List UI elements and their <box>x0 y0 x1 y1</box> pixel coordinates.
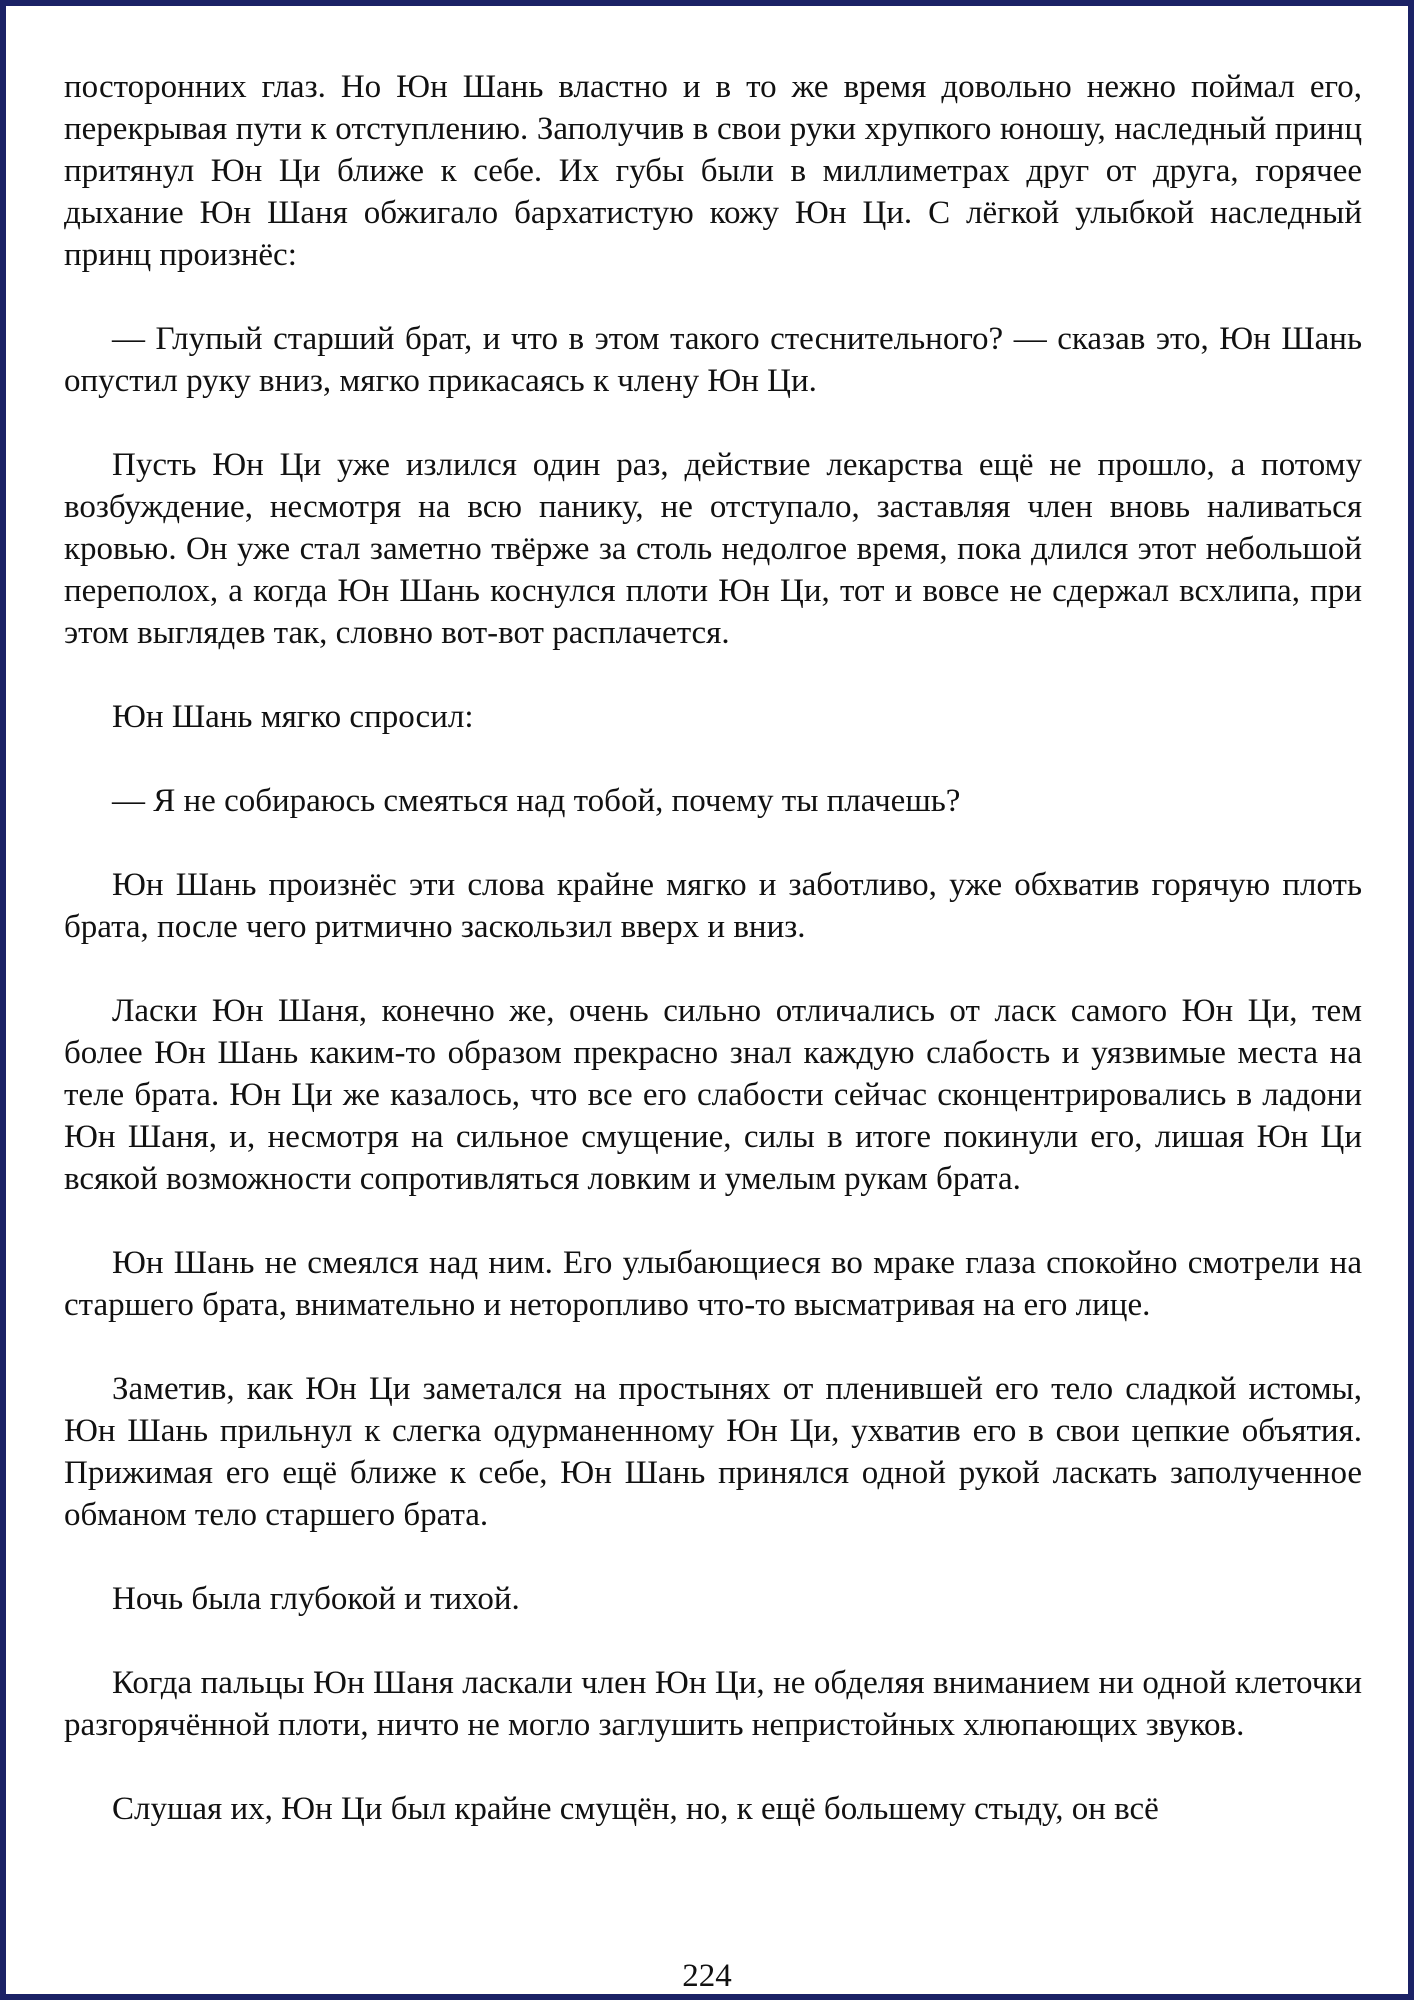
paragraph-12: Слушая их, Юн Ци был крайне смущён, но, к ещё большему стыду, он всё <box>112 1791 1159 1827</box>
paragraph-4: Юн Шань мягко спросил: <box>112 699 474 735</box>
paragraph-11: Когда пальцы Юн Шаня ласкали член Юн Ци, не обделяя вниманием ни одной клеточки разгорячённой плоти, ничто не могло заглушить непристойных хлюпающих звуков. <box>64 1665 1362 1743</box>
paragraph-9: Заметив, как Юн Ци заметался на простынях от пленившей его тело сладкой истомы, Юн Шань прильнул к слегка одурманенному Юн Ци, ухватив его в свои цепкие объятия. Прижимая его ещё ближе к себе, Юн Шань принялся одной рукой ласкать заполученное обманом тело старшего брата. <box>64 1371 1362 1533</box>
paragraph-3: Пусть Юн Ци уже излился один раз, действие лекарства ещё не прошло, а потому возбуждение, несмотря на всю панику, не отступало, заставляя член вновь наливаться кровью. Он уже стал заметно твёрже за столь недолгое время, пока длился этот небольшой переполох, а когда Юн Шань коснулся плоти Юн Ци, тот и вовсе не сдержал всхлипа, при этом выглядев так, словно вот-вот расплачется. <box>64 447 1362 651</box>
body-text <box>64 66 1362 1872</box>
paragraph-10: Ночь была глубокой и тихой. <box>112 1581 520 1617</box>
paragraph-5: — Я не собираюсь смеяться над тобой, почему ты плачешь? <box>112 783 961 819</box>
paragraph-6: Юн Шань произнёс эти слова крайне мягко и заботливо, уже обхватив горячую плоть брата, после чего ритмично заскользил вверх и вниз. <box>64 867 1362 945</box>
paragraph-1: посторонних глаз. Но Юн Шань властно и в то же время довольно нежно поймал его, перекрывая пути к отступлению. Заполучив в свои руки хрупкого юношу, наследный принц притянул Юн Ци ближе к себе. Их губы были в миллиметрах друг от друга, горячее дыхание Юн Шаня обжигало бархатистую кожу Юн Ци. С лёгкой улыбкой наследный принц произнёс: <box>64 69 1362 273</box>
paragraph-7: Ласки Юн Шаня, конечно же, очень сильно отличались от ласк самого Юн Ци, тем более Юн Шань каким-то образом прекрасно знал каждую слабость и уязвимые места на теле брата. Юн Ци же казалось, что все его слабости сейчас сконцентрировались в ладони Юн Шаня, и, несмотря на сильное смущение, силы в итоге покинули его, лишая Юн Ци всякой возможности сопротивляться ловким и умелым рукам брата. <box>64 993 1362 1197</box>
paragraph-8: Юн Шань не смеялся над ним. Его улыбающиеся во мраке глаза спокойно смотрели на старшего брата, внимательно и неторопливо что-то высматривая на его лице. <box>64 1245 1362 1323</box>
paragraph-2: — Глупый старший брат, и что в этом такого стеснительного? — сказав это, Юн Шань опустил руку вниз, мягко прикасаясь к члену Юн Ци. <box>64 321 1362 399</box>
page-number: 224 <box>682 1958 732 1994</box>
